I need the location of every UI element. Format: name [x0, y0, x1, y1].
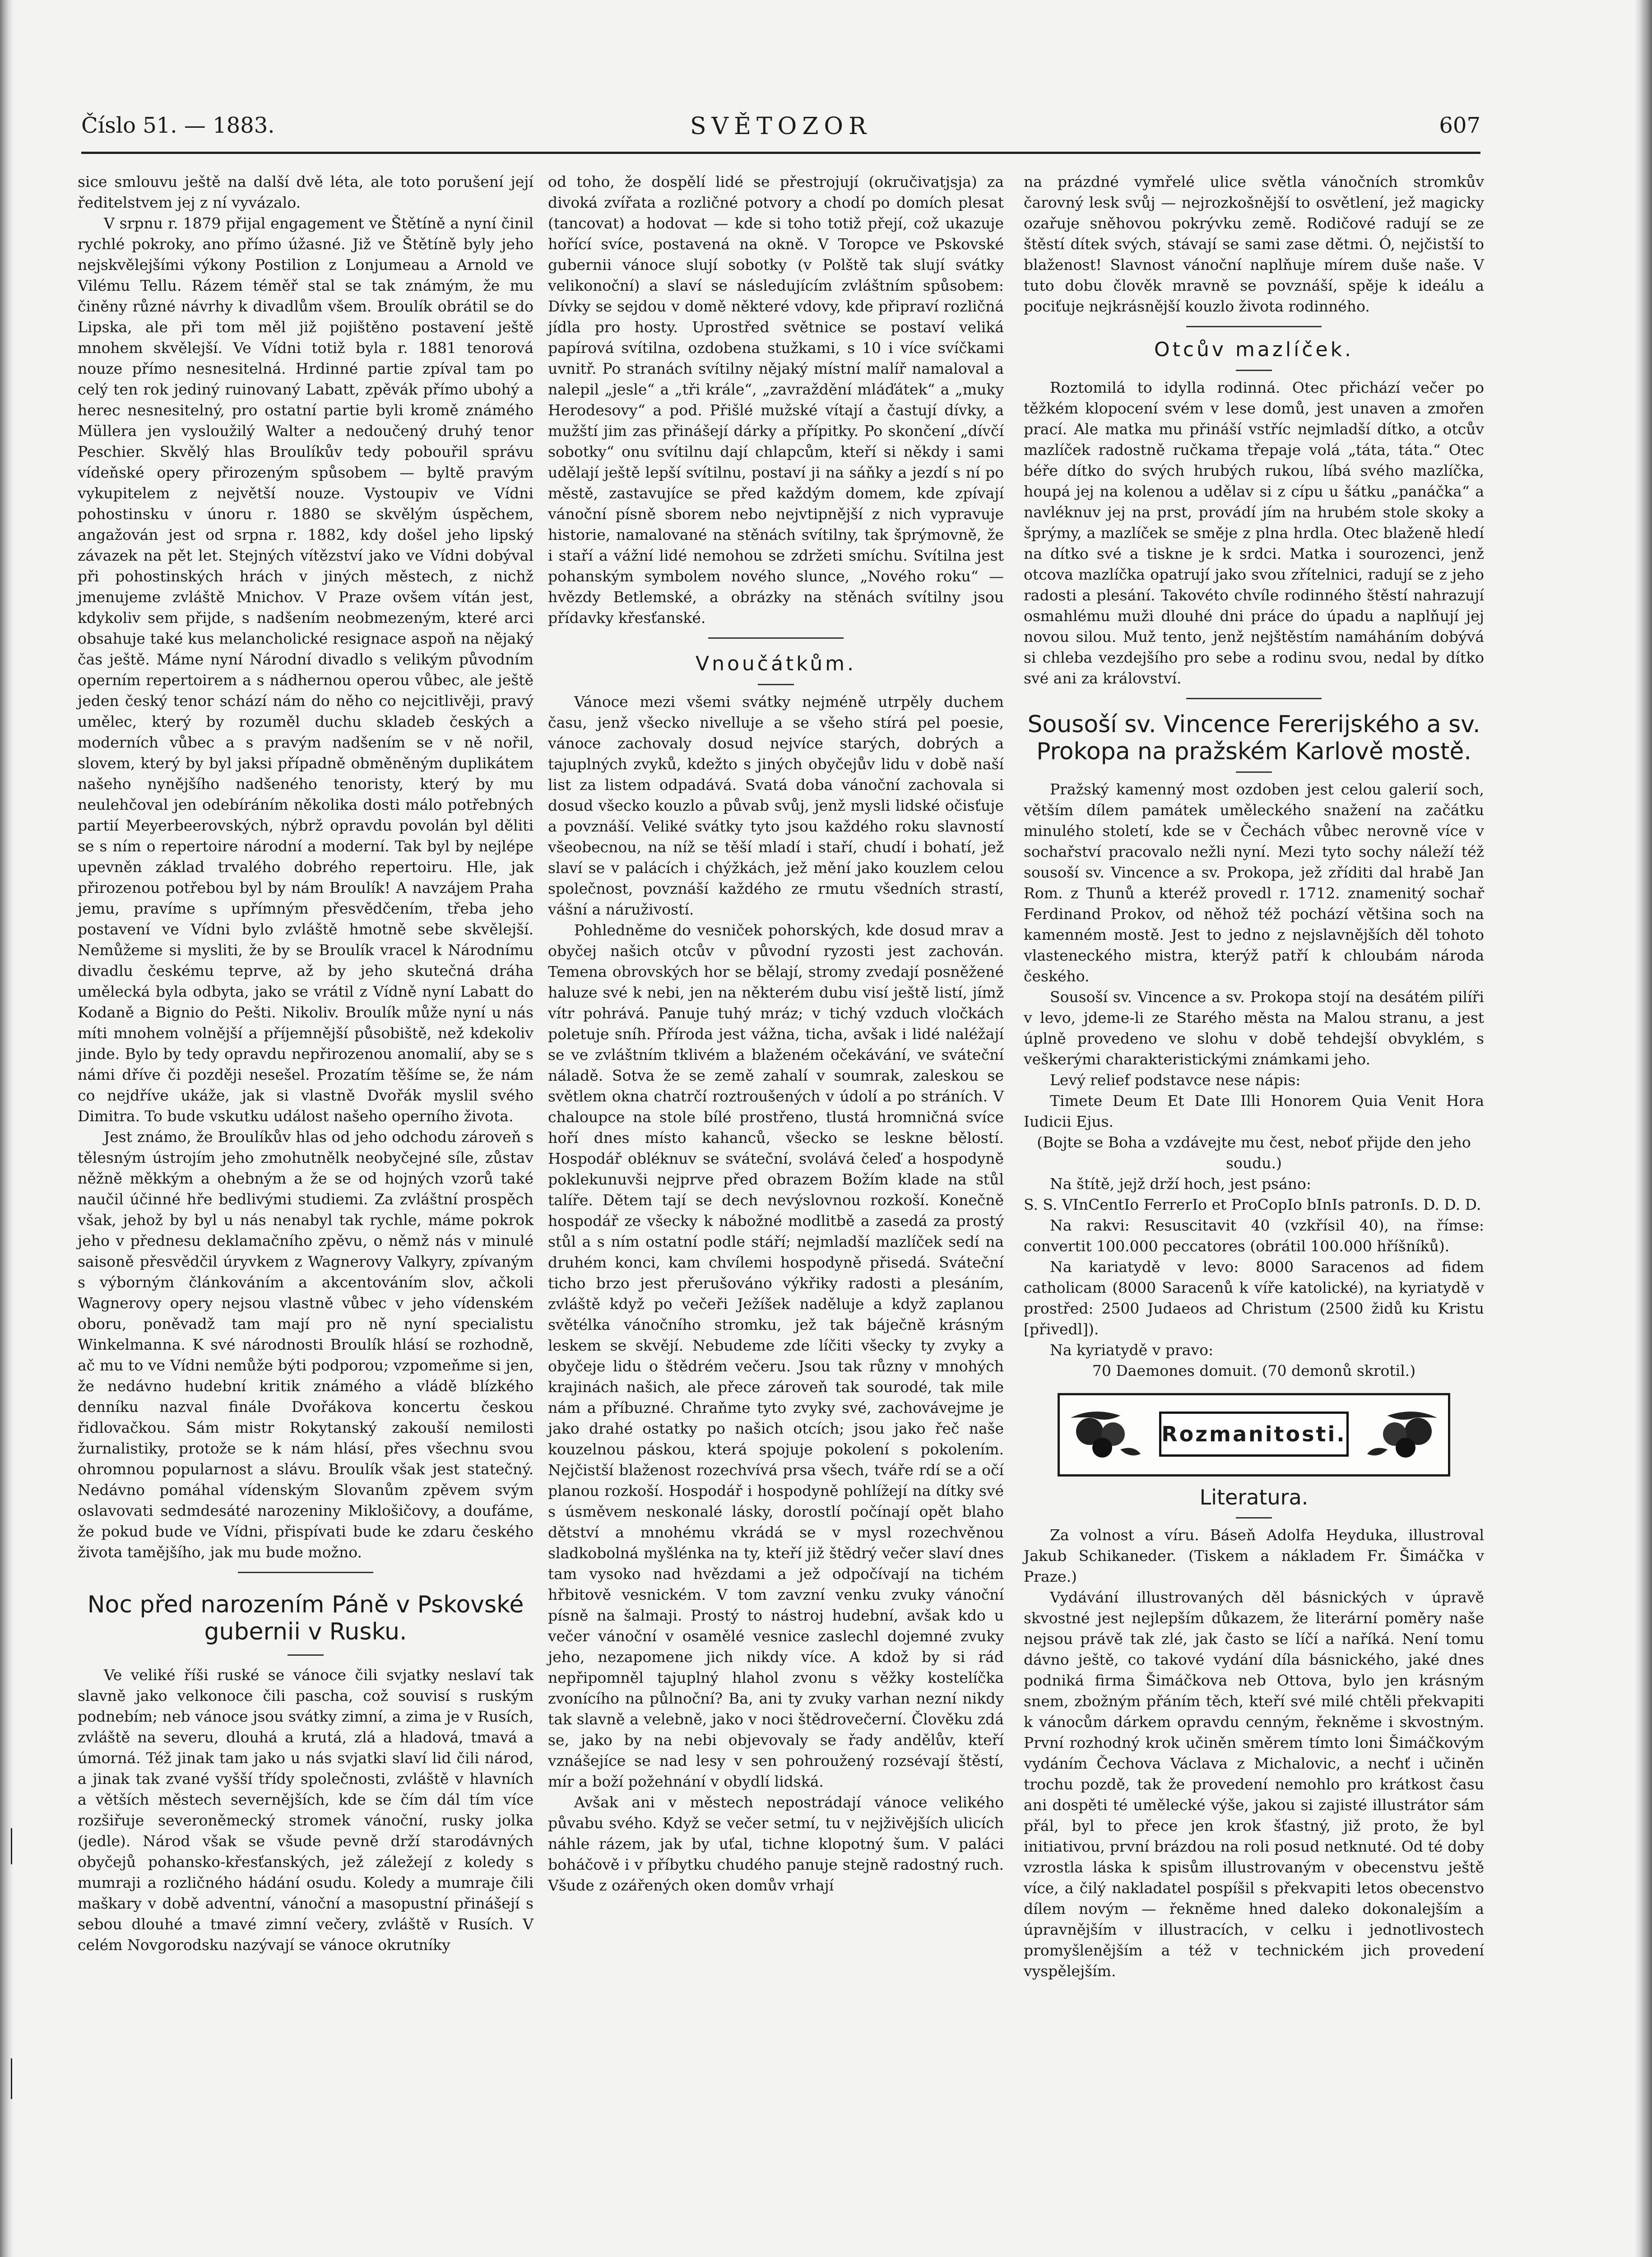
short-divider	[1236, 1517, 1272, 1519]
paragraph: Vydávání illustrovaných děl básnických v úpravě skvostné jest nejlepším důkazem, že literární poměry naše nejsou právě tak zlé, jak často se líčí a naříká. Není tomu dávno ještě, co takové vydání díla básnického, jaké dnes podniká firma Šimáčkova neb Ottova, bylo jen krásným snem, zbožným přáním těch, kteří své milé chtěli překvapiti k vánocům dárkem opravdu cenným, řekněme i skvostným. První rozhodný krok učiněn směrem tímto loni Šimáčkovým vydáním Čechova Václava z Michalovic, a nechť i učiněn trochu pozdě, tak že provedení nemohlo pro krátkost času ani dospěti té umělecké výše, jakou si zajisté illustrátor sám přál, byl to přece jen krok šťastný, již proto, že byl initiativou, první brázdou na roli posud netknuté. Od té doby vzrostla láska k spisům illustrovaným v obecenstvu ještě více, a čilý nakladatel pospíšil s překvapiti letos obecenstvo dílem novým — řekněme hned daleko dokonalejším a úpravnějším v illustracích, v celku i jednotlivostech promyšlenějším a též v technickém jich provedení vyspělejším.	[1024, 1588, 1484, 1980]
paragraph: S. S. VInCentIo FerrerIo et ProCopIo bInIs patronIs. D. D. D.	[1024, 1196, 1481, 1213]
paragraph: Levý relief podstavce nese nápis:	[1050, 1071, 1301, 1089]
column-1	[78, 172, 534, 1955]
section-divider	[238, 1572, 373, 1573]
paragraph: Avšak ani v městech nepostrádají vánoce velikého půvabu svého. Když se večer setmí, tu v nejživějších ulicích náhle rázem, jak by uťal, tichne klopotný šum. V paláci boháčově i v příbytku chudého panuje stejně radostný ruch. Všude z ozářených oken domův vrhají	[548, 1793, 1004, 1894]
paragraph: Na kyriatydě v pravo:	[1050, 1341, 1214, 1359]
article-heading: Sousoší sv. Vincence Fererijského a sv. Prokopa na pražském Karlově mostě.	[1027, 711, 1480, 765]
margin-mark	[11, 2058, 12, 2099]
short-divider	[1236, 370, 1272, 371]
section-banner-label: Rozmanitosti.	[1159, 1412, 1349, 1457]
paragraph: Roztomilá to idylla rodinná. Otec přichází večer po těžkém klopocení svém v lese domů, jest unaven a zmořen prací. Ale matka mu přináší vstříc nejmladší dítko, a otcův mazlíček radostně ručkama třepaje volá „táta, táta.“ Otec béře dítko do svých hrubých rukou, líbá svého mazlíčka, houpá jej na kolenou a udělav si z cípu u šátku „panáčka“ a navléknuv jej na prst, provádí jím na hrubém stole skoky a šprýmy, a mazlíček se směje z plna hrdla. Otec blaženě hledí na dítko své a tiskne je k srdci. Matka i sourozenci, jenž otcova mazlíčka opatrují jako svou zřítelnici, radují se z jeho radosti a plesání. Takovéto chvíle rodinného štěstí nahrazují osmahlému muži dlouhé dni práce do úpadu a naplňují jej novou silou. Muž tento, jenž nejštěstím namáháním dobývá si chleba vezdejšího pro sebe a rodinu svou, nedal by dítko své ani za království.	[1024, 379, 1484, 687]
journal-title: SVĚTOZOR	[690, 113, 872, 140]
page-number: 607	[1439, 113, 1480, 138]
paragraph: Na kariatydě v levo: 8000 Saracenos ad fidem catholicam (8000 Saracenů k víře katolické), na kyriatydě v prostřed: 2500 Judaeos ad Christum (2500 židů ku Kristu [přivedl]).	[1024, 1258, 1484, 1338]
paragraph: Za volnost a víru. Báseň Adolfa Heyduka, illustroval Jakub Schikaneder. (Tiskem a nákladem Fr. Šimáčka v Praze.)	[1024, 1526, 1484, 1585]
paragraph: Pohledněme do vesniček pohorských, kde dosud mrav a obyčej našich otcův v původní ryzosti jest zachován. Temena obrovských hor se bělají, stromy zvedají posněžené haluze své k nebi, jen na některém dubu visí ještě listí, jímž vítr pohrává. Panuje tuhý mráz; v tichý vzduch vločkách poletuje sníh. Příroda jest vážna, ticha, avšak i lidé naléžají se ve zvláštním tklivém a blaženém očekávání, ve sváteční náladě. Sotva že se země zahalí v soumrak, zaleskou se světlem okna chatrčí roztroušených v údolí a po stráních. V chaloupce na stole bílé prostřeno, tlustá hromničná svíce hoří dnes místo kahanců, všecko se leskne bělostí. Hospodář obléknuv se sváteční, svolává čeleď a hospodyně poklekunuvši nejprve před obrazem Božím klade na stůl talíře. Dětem tají se dech nevýslovnou rozkoší. Konečně hospodář ze všecky k nábožné modlitbě a zasedá za prostý stůl a s ním ostatní podle stáří; nejmladší mazlíček sedí na druhém konci, kam chvílemi hospodyně přisedá. Sváteční ticho brzo jest přerušováno výkřiky radosti a plesáním, zvláště když po večeři Ježíšek naděluje a když zaplanou světélka vánočního stromku, jež tak báječně krásným leskem se skvějí. Nebudeme zde líčiti všecky ty zvyky a obyčeje lidu o štědrém večeru. Jsou tak různy v mnohých krajinách našich, ale přece zároveň tak sourodé, tak mile nám a příbuzné. Chraňme tyto zvyky své, zachovávejme je jako drahé ostatky po našich otcích; jsou jako řeč naše kouzelnou páskou, která spojuje pokolení s pokolením. Nejčistší blaženost rozechvívá prsa všech, tváře rdí se a očí planou rozkoší. Hospodář i hospodyně pohlížejí na dítky své s úsměvem neskonalé lásky, dorostlí počínají opět blaho dětství a mnohému vkrádá se v mysl rozechvěnou sladkobolná myšlénka na ty, kteří již štědrý večer slaví dnes tam vysoko nad hvězdami a jež odpočívají na tichém hřbitově vesnickém. V tom zavzní venku zvuky vánoční písně na šalmaji. Prostý to nástroj hudební, avšak kdo u večer vánoční v osamělé vesnice zaslechl dojemné zvuky jeho, nezapomene jich nikdy více. A kdož by si rád nepřipomněl tajuplný hlahol zvonu s věžky kostelíčka zvonícího na půlnoční? Ba, ani ty zvuky varhan nezní nikdy tak slavně a velebně, jako v noci štědrovečerní. Člověku zdá se, jako by na nebi objevovaly se řady andělův, kteří vznášejíce se nad lesy v sen pohroužený rozsévají štěstí, mír a boží požehnání v obydlí lidská.	[548, 921, 1004, 1790]
article-heading: Noc před narozením Páně v Pskovské gubernii v Rusku.	[87, 1591, 524, 1645]
paragraph: na prázdné vymřelé ulice světla vánočních stromkův čarovný lesk svůj — nejrozkošnější to osvětlení, jež magicky ozařuje sněhovou pokrývku země. Rodičové radují se ze štěstí dítek svých, stávají se sami zase dětmi. Ó, nejčistší to blaženost! Slavnost vánoční naplňuje mírem duše naše. V tuto dobu člověk mravně se povznáší, spěje k ideálu a pociťuje nejkrásnější kouzlo života rodinného.	[1024, 173, 1484, 315]
page-header	[81, 113, 1480, 149]
paragraph: V srpnu r. 1879 přijal engagement ve Štětíně a nyní činil rychlé pokroky, ano přímo úžasné. Již ve Štětíně byly jeho nejskvělejšími výkony Postilion z Lonjumeau a Arnold ve Vilému Tellu. Rázem téměř stal se tak známým, že mu činěny různé návrhy k divadlům všem. Broulík obrátil se do Lipska, ale při tom měl již pojištěno postavení ještě mnohem skvělejší. Ve Vídni totiž byla r. 1881 tenorová nouze přímo nesnesitelná. Hrdinné partie zpíval tam po celý ten rok jediný ruinovaný Labatt, zpěvák přímo ubohý a herec nesnesitelný, pro ostatní partie byli kromě známého Müllera jen vysloužilý Walter a nedoučený druhý tenor Peschier. Skvělý hlas Broulíkův tedy pobouřil správu vídeňské opery přirozeným spůsobem — byltě pravým vykupitelem z největší nouze. Vystoupiv ve Vídni pohostinsku v únoru r. 1880 se skvělým úspěchem, angažován jest od srpna r. 1882, kdy došel jeho lipský závazek na pět let. Stejných vítězství jako ve Vídni dobýval při pohostinských hrách v jiných městech, z nichž jmenujeme zvláště Mnichov. V Praze ovšem vítán jest, kdykoliv sem přijde, s nadšením neobmezeným, které arci obsahuje také kus melancholické resignace aspoň na nějaký čas ještě. Máme nyní Národní divadlo s velikým původním operním repertoirem a s nádhernou operou vůbec, ale ještě jeden český tenor schází nám do něho co nejcitlivěji, pravý umělec, který by rozuměl duchu skladeb českých a moderních vůbec a s pravým nadšením se v ně nořil, slovem, který by byl jaksi případně obměněným duplikátem našeho nynějšího nadšeného tenoristy, který by mu neulehčoval jen odebíráním několika dosti málo potřebných partií Meyerbeerovských, nýbrž opravdu povolán byl děliti se s ním o repertoire národní a moderní. Tak byl by nejlépe upevněn základ trvalého dobrého repertoiru. Hle, jak přirozenou potřebou byl by nám Broulík! A navzájem Praha jemu, pravíme s upřímným přesvědčením, třeba jeho postavení ve Vídni bylo zvláště hmotně sebe skvělejší. Nemůžeme si mysliti, že by se Broulík vracel k Národnímu divadlu českému teprve, až by jeho skutečná dráha umělecká byla odbyta, jako se vrátil z Vídně nyní Labatt do Kodaně a Bignio do Pešti. Nikoliv. Broulík může nyní u nás míti mnohem volnější a příjemnější působiště, než kdekoliv jinde. Bylo by tedy opravdu nepřirozenou anomalií, aby se s námi dříve či později nesešel. Prozatím těšíme se, že nám co nejdříve ukáže, jak si vlastně Dvořák myslil svého Dimitra. To bude vskutku událost našeho operního života.	[78, 214, 534, 1125]
scan-edge-left	[0, 0, 14, 2257]
scan-edge-right	[1634, 0, 1652, 2257]
paragraph: sice smlouvu ještě na další dvě léta, ale toto porušení její ředitelstvem jej z ní vyvázalo.	[78, 173, 534, 211]
paragraph: Na štítě, jejž drží hoch, jest psáno:	[1050, 1175, 1312, 1193]
short-divider	[1236, 771, 1272, 773]
fruit-ornament-icon	[1365, 1404, 1442, 1463]
paragraph: Pražský kamenný most ozdoben jest celou galerií soch, větším dílem památek uměleckého snažení na začátku minulého století, kde se v Čechách vůbec nerovně více v sochařství pracovalo nežli nyní. Mezi tyto sochy náleží též sousoší sv. Vincence a sv. Prokopa, jež zříditi dal hrabě Jan Rom. z Thunů a kteréž provedl r. 1712. znamenitý sochař Ferdinand Prokov, od něhož též pochází většina soch na kamenném mostě. Jest to jedno z nejslavnějších děl tohoto vlasteneckého mistra, kterýž patří k chloubám národa českého.	[1024, 780, 1484, 985]
paragraph: Vánoce mezi všemi svátky nejméně utrpěly duchem času, jenž všecko nivelluje a se všeho stírá pel poesie, vánoce zachovaly dosud nejvíce starých, dobrých a tajuplných zvyků, kdežto s jiných obyčejův lidu v době naší list za listem odpadává. Svatá doba vánoční zachovala si dosud všecko kouzlo a půvab svůj, jenž mysli lidské očisťuje a povznáší. Veliké svátky tyto jsou každého roku slavností všeobecnou, na níž se těší mladí i staří, chudí i bohatí, jež slaví se v palácích i chýžkách, jež mění jako kouzlem celou společnost, povznáší každého ze rmutu všedních strastí, vášní a náruživostí.	[548, 693, 1004, 918]
column-3	[1024, 172, 1484, 1982]
paragraph: 70 Daemones domuit. (70 demonů skrotil.)	[1092, 1362, 1416, 1379]
paragraph: Jest známo, že Broulíkův hlas od jeho odchodu zároveň s tělesným ústrojím jeho zmohutnělk neobyčejné síle, zůstav něžně měkkým a ohebným a že se od hojných vzorů také naučil účinné hře bedlivými studiemi. Za zvláštní prospěch však, jehož by byl u nás nenabyl tak rychle, máme pokrok jeho v přednesu deklamačního zpěvu, o němž nás v minulé saisoně přesvědčil úryvkem z Wagnerovy Valkyry, zpívaným s výborným článkováním a akcentováním slov, ačkoli Wagnerovy opery nejsou vlastně vůbec v jeho vídenském oboru, poněvadž tam mají pro ně nyní specialistu Winkelmanna. K své národnosti Broulík hlásí se rozhodně, ač mu to ve Vídni nemůže býti podporou; vzpomeňme si jen, že nedávno hudební kritik známého a vládě blízkého denníku nazval finále Dvořákova koncertu českou řidlovačkou. Sám mistr Rokytanský zakouší nemilosti žurnalistiky, protože se k nám hlásí, přes všechnu svou ohromnou popularnost a slávu. Broulík však jest statečný. Nedávno pomáhal vídenským Slovanům zpěvem svým oslavovati sedmdesáté narozeniny Miklošičovy, a doufáme, že pokud bude ve Vídni, přispívati bude ke zdaru českého života tamějšího, jak mu bude možno.	[78, 1128, 534, 1561]
paragraph: Na rakvi: Resuscitavit 40 (vzkřísil 40), na římse: convertit 100.000 peccatores (obrátil 100.000 hříšníků).	[1024, 1217, 1484, 1255]
short-divider	[288, 1654, 324, 1656]
fruit-ornament-icon	[1066, 1404, 1143, 1463]
column-2	[548, 172, 1004, 1896]
section-divider	[1186, 326, 1322, 327]
section-divider	[708, 637, 844, 639]
paragraph: (Bojte se Boha a vzdávejte mu čest, neboť přijde den jeho soudu.)	[1037, 1133, 1471, 1172]
article-heading: Vnoučátkům.	[695, 652, 857, 675]
margin-mark	[11, 1828, 12, 1864]
paragraph: Timete Deum Et Date Illi Honorem Quia Venit Hora Iudicii Ejus.	[1024, 1092, 1484, 1130]
paragraph: od toho, že dospělí lidé se přestrojují (okručivatjsja) za divoká zvířata a rozličné potvory a chodí po domích plesat (tancovat) a hodovat — kde si toho totiž přejí, což ukazuje hořící svíce, postavená na okně. V Toropce ve Pskovské gubernii vánoce slují sobotky (v Polště tak slují svátky velikonoční) a slaví se následujícím zvláštním spůsobem: Dívky se sejdou v domě některé vdovy, kde připraví rozličná jídla pro hosty. Uprostřed světnice se postaví veliká papírová svítilna, ozdobena stužkami, s 10 i více svíčkami uvnitř. Po stranách svítilny nějaký místní malíř namaloval a nalepil „jesle“ a „tři krále“, „zavraždění mláďátek“ a „muky Herodesovy“ a pod. Přišlé mužské vítají a častují dívky, a mužští jim zas přinášejí dárky a přípitky. Po skončení „dívčí sobotky“ onu svítilnu dají chlapcům, kteří si někdy i sami udělají ještě lepší svítilnu, postaví ji na sáňky a jezdí s ní po městě, zastavujíce se před každým domem, kde zpívají vánoční písně sborem nebo nejvtipnější z nich vypravuje historie, namalované na stěnách svítilny, tak šprýmovně, že i staří a vážní lidé nemohou se zdržeti smíchu. Svítilna jest pohanským symbolem nového slunce, „Nového roku“ — hvězdy Betlemské, a obrázky na stěnách svítilny jsou přídavky křesťanské.	[548, 173, 1004, 627]
paragraph: Ve veliké říši ruské se vánoce čili svjatky neslaví tak slavně jako velkonoce čili pascha, což souvisí s ruským podnebím; neb vánoce jsou svátky zimní, a zima je v Rusích, zvláště na severu, dlouhá a krutá, zlá a hladová, tmavá a úmorná. Též jinak tam jako u nás svjatki slaví lid čili národ, a jinak tak zvané vyšší třídy společnosti, zvláště v hlavních a větších městech severnějších, kde se čím dál tím více rozšiřuje severoněmecký stromek vánoční, rusky jolka (jedle). Národ však se všude pevně drží starodávných obyčejů pohansko-křesťanských, jež záležejí z koledy s mumraji a rozličného hádání osudu. Koledy a mumraje čili maškary v době adventní, vánoční a masopustní přinášejí s sebou dlouhé a tmavé zimní večery, zvláště v Rusích. V celém Novgorodsku nazývají se vánoce okrutníky	[78, 1666, 534, 1954]
article-heading: Otcův mazlíček.	[1154, 338, 1354, 361]
section-heading: Literatura.	[1199, 1485, 1309, 1509]
short-divider	[758, 684, 794, 685]
section-banner	[1058, 1393, 1450, 1477]
header-rule	[81, 152, 1480, 154]
issue-number: Číslo 51. — 1883.	[81, 113, 275, 138]
section-divider	[1186, 698, 1322, 699]
paragraph: Sousoší sv. Vincence a sv. Prokopa stojí na desátém pilíři v levo, jdeme-li ze Starého města na Malou stranu, a jest úplně provedeno ve slohu v době tehdejší obvyklém, s veškerými charakteristickými známkami jeho.	[1024, 988, 1484, 1068]
